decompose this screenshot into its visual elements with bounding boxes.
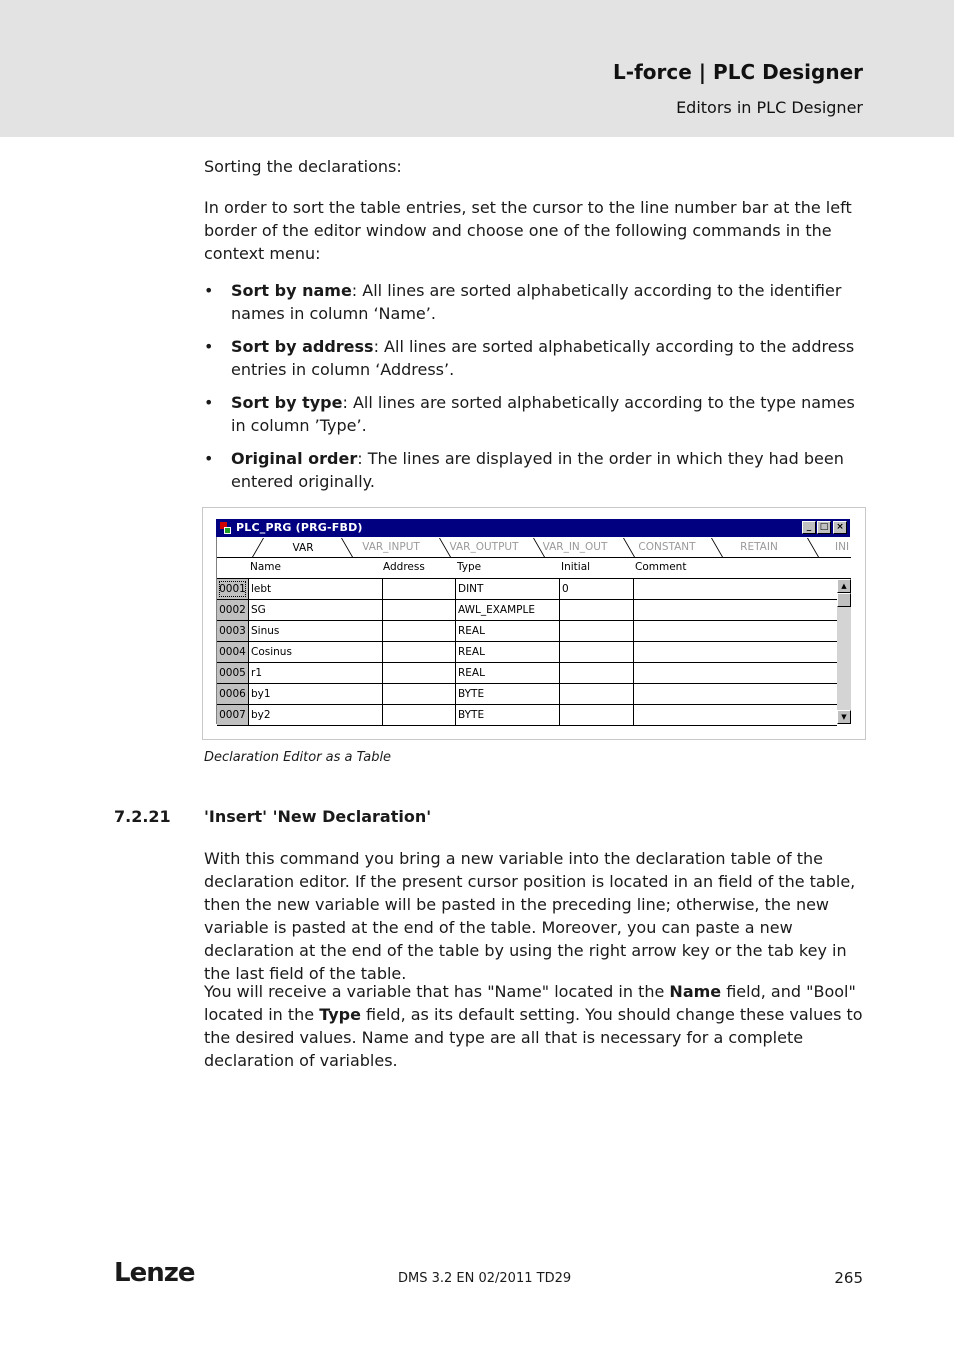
lenze-logo: Lenze <box>114 1258 195 1288</box>
tab-var[interactable]: VAR <box>292 542 314 554</box>
row-number[interactable]: 0005 <box>217 663 248 683</box>
intro-heading: Sorting the declarations: <box>204 157 402 176</box>
list-item <box>204 447 864 493</box>
figure-caption: Declaration Editor as a Table <box>204 750 392 765</box>
cell-comment[interactable] <box>633 663 837 683</box>
cell-name[interactable]: by2 <box>248 705 382 725</box>
cell-type[interactable]: REAL <box>455 663 559 683</box>
paragraph-term-type: Type <box>319 1005 361 1024</box>
bullet-term: Sort by name <box>231 281 352 300</box>
cell-initial[interactable] <box>559 621 633 641</box>
bullet-term: Original order <box>231 449 358 468</box>
cell-address[interactable] <box>382 684 455 704</box>
cell-type[interactable]: REAL <box>455 642 559 662</box>
column-header-row <box>217 558 851 579</box>
bullet-text: : The lines are displayed in the order in which they had been entered originally. <box>231 449 844 491</box>
cell-comment[interactable] <box>633 705 837 725</box>
row-number[interactable]: 0004 <box>217 642 248 662</box>
cell-name[interactable]: SG <box>248 600 382 620</box>
cell-address[interactable] <box>382 579 455 599</box>
window-title: PLC_PRG (PRG-FBD) <box>236 521 363 534</box>
cell-type[interactable]: REAL <box>455 621 559 641</box>
tab-constant[interactable]: CONSTANT <box>638 541 696 553</box>
cell-comment[interactable] <box>633 684 837 704</box>
table-row[interactable] <box>217 705 837 726</box>
list-item <box>204 335 864 381</box>
table-row[interactable] <box>217 579 837 600</box>
bullet-text: : All lines are sorted alphabetically according to the address entries in column ‘Address’. <box>231 337 855 379</box>
cell-name[interactable]: r1 <box>248 663 382 683</box>
window-titlebar[interactable] <box>216 519 850 537</box>
section-number: 7.2.21 <box>114 807 171 826</box>
scroll-thumb[interactable] <box>837 593 851 607</box>
paragraph-text: field, and "Bool" located in the <box>204 982 856 1024</box>
declaration-editor-window <box>216 519 850 724</box>
row-number[interactable]: 0001 <box>217 579 248 599</box>
cell-comment[interactable] <box>633 621 837 641</box>
minimize-button[interactable]: _ <box>802 521 816 534</box>
cell-comment[interactable] <box>633 600 837 620</box>
table-row[interactable] <box>217 600 837 621</box>
cell-type[interactable]: DINT <box>455 579 559 599</box>
cell-comment[interactable] <box>633 642 837 662</box>
cell-comment[interactable] <box>633 579 837 599</box>
cell-type[interactable]: BYTE <box>455 705 559 725</box>
list-item <box>204 391 864 437</box>
document-subtitle: Editors in PLC Designer <box>676 98 863 117</box>
table-row[interactable] <box>217 642 837 663</box>
section-paragraph-2 <box>204 980 864 1072</box>
cell-initial[interactable] <box>559 642 633 662</box>
cell-initial[interactable]: 0 <box>559 579 633 599</box>
cell-initial[interactable] <box>559 600 633 620</box>
cell-name[interactable]: lebt <box>248 579 382 599</box>
tab-var-input[interactable]: VAR_INPUT <box>362 541 420 553</box>
figure-frame <box>202 507 866 740</box>
table-row[interactable] <box>217 663 837 684</box>
paragraph-text: field, as its default setting. You should change these values to the desired values. Name and type are all that is necessary for a complete declaration of variables. <box>204 1005 863 1070</box>
tab-var-output[interactable]: VAR_OUTPUT <box>449 541 519 553</box>
table-row[interactable] <box>217 684 837 705</box>
scroll-down-icon[interactable]: ▼ <box>837 710 851 724</box>
sort-command-list <box>204 279 864 503</box>
bullet-text: : All lines are sorted alphabetically according to the identifier names in column ‘Name’. <box>231 281 842 323</box>
row-number[interactable]: 0003 <box>217 621 248 641</box>
editor-client-area <box>216 537 850 724</box>
maximize-button[interactable]: □ <box>817 521 831 534</box>
row-number[interactable]: 0007 <box>217 705 248 725</box>
bullet-term: Sort by type <box>231 393 343 412</box>
table-row[interactable] <box>217 621 837 642</box>
section-title: 'Insert' 'New Declaration' <box>204 807 432 826</box>
cell-address[interactable] <box>382 663 455 683</box>
tab-retain[interactable]: RETAIN <box>740 541 778 553</box>
cell-name[interactable]: Cosinus <box>248 642 382 662</box>
paragraph-text: You will receive a variable that has "Name" located in the <box>204 982 670 1001</box>
column-header-comment[interactable]: Comment <box>635 561 687 573</box>
cell-initial[interactable] <box>559 684 633 704</box>
cell-initial[interactable] <box>559 705 633 725</box>
cell-initial[interactable] <box>559 663 633 683</box>
column-header-type[interactable]: Type <box>457 561 482 573</box>
row-number[interactable]: 0002 <box>217 600 248 620</box>
vertical-scrollbar[interactable] <box>837 579 851 724</box>
column-header-name[interactable]: Name <box>250 561 281 573</box>
cell-address[interactable] <box>382 621 455 641</box>
cell-type[interactable]: BYTE <box>455 684 559 704</box>
column-header-address[interactable]: Address <box>383 561 425 573</box>
close-button[interactable]: × <box>833 521 847 534</box>
bullet-text: : All lines are sorted alphabetically according to the type names in column ’Type’. <box>231 393 855 435</box>
list-item <box>204 279 864 325</box>
intro-paragraph: In order to sort the table entries, set the cursor to the line number bar at the left border of the editor window and choose one of the following commands in the context menu: <box>204 198 852 263</box>
page-number: 265 <box>834 1269 863 1287</box>
tab-ini[interactable]: INI <box>835 541 850 553</box>
section-paragraph-1: With this command you bring a new variable into the declaration table of the declaration editor. If the present cursor position is located in an field of the table, then the new variable will be pasted in the preceding line; otherwise, the new variable is pasted at the end of the table. Moreover, you can paste a new declaration at the end of the table by using the right arrow key or the tab key in the last field of the table. <box>204 849 856 983</box>
tab-var-in-out[interactable]: VAR_IN_OUT <box>542 541 608 553</box>
cell-name[interactable]: by1 <box>248 684 382 704</box>
cell-type[interactable]: AWL_EXAMPLE <box>455 600 559 620</box>
row-number[interactable]: 0006 <box>217 684 248 704</box>
bullet-term: Sort by address <box>231 337 374 356</box>
footer-doc-id: DMS 3.2 EN 02/2011 TD29 <box>398 1271 572 1286</box>
variable-class-tabs <box>217 537 851 558</box>
column-header-initial[interactable]: Initial <box>561 561 591 573</box>
cell-name[interactable]: Sinus <box>248 621 382 641</box>
app-icon <box>220 522 232 534</box>
cell-address[interactable] <box>382 600 455 620</box>
cell-address[interactable] <box>382 705 455 725</box>
document-title: L-force | PLC Designer <box>613 60 863 84</box>
scroll-up-icon[interactable]: ▲ <box>837 579 851 593</box>
cell-address[interactable] <box>382 642 455 662</box>
paragraph-term-name: Name <box>669 982 722 1001</box>
